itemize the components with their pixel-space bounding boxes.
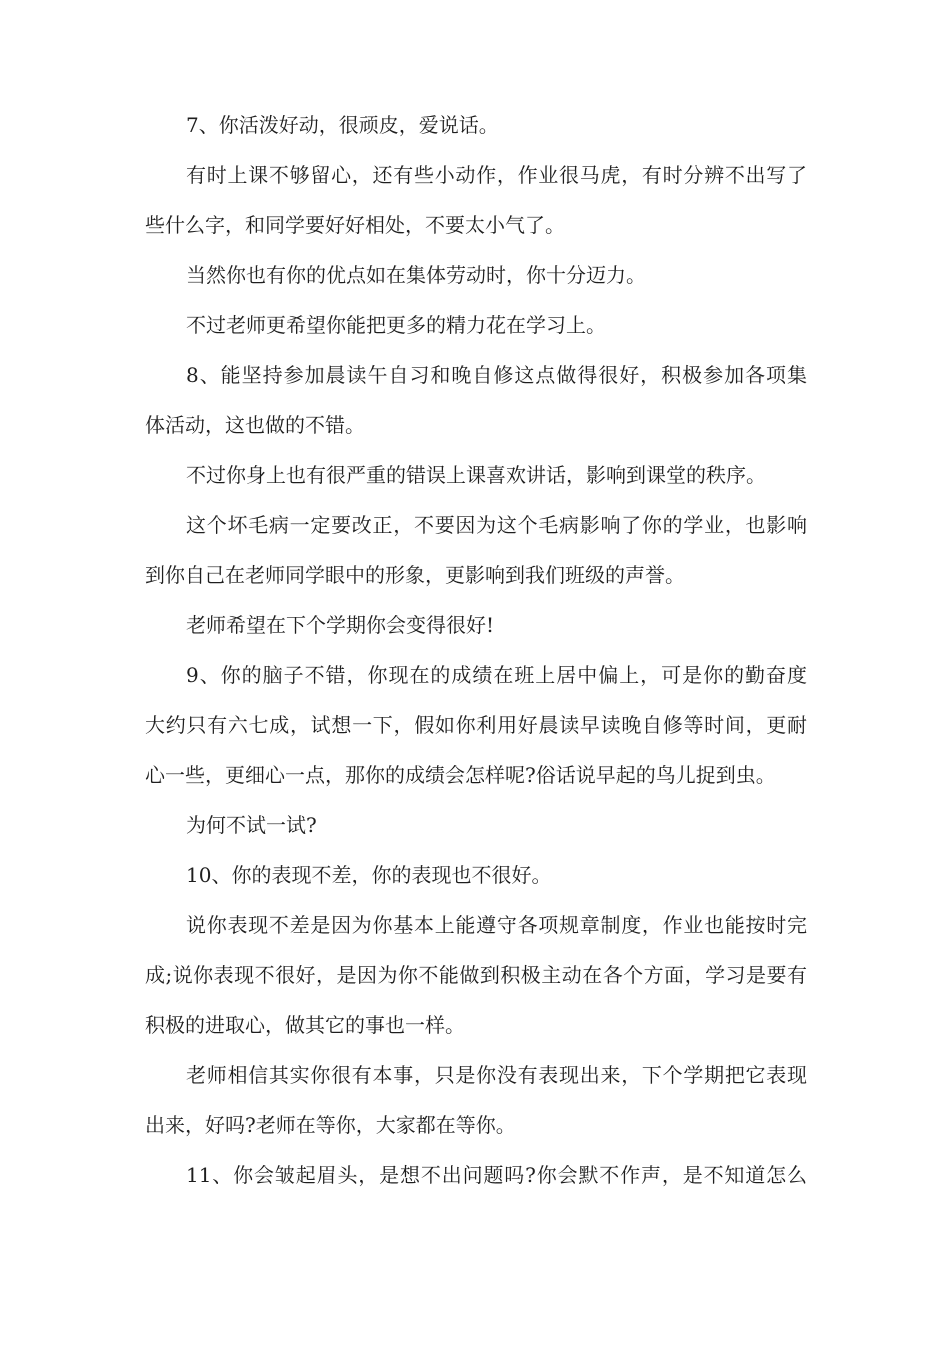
- text-line: 有时上课不够留心，还有些小动作，作业很马虎，有时分辨不出写了: [186, 163, 807, 187]
- text-line: 体活动，这也做的不错。: [145, 413, 365, 437]
- paragraph-9: [145, 650, 807, 800]
- text-line: 这个坏毛病一定要改正，不要因为这个毛病影响了你的学业，也影响: [186, 513, 807, 537]
- paragraph-11: [145, 850, 807, 900]
- paragraph-14: [145, 1150, 807, 1200]
- text-line: 不过老师更希望你能把更多的精力花在学习上。: [186, 313, 606, 337]
- paragraph-7: [145, 500, 807, 600]
- text-line: 积极的进取心，做其它的事也一样。: [145, 1013, 465, 1037]
- text-line: 些什么字，和同学要好好相处，不要太小气了。: [145, 213, 565, 237]
- paragraph-13: [145, 1050, 807, 1150]
- paragraph-12: [145, 900, 807, 1050]
- text-line: 为何不试一试?: [186, 813, 317, 837]
- text-line: 出来，好吗?老师在等你，大家都在等你。: [145, 1113, 516, 1137]
- text-line: 7、你活泼好动，很顽皮，爱说话。: [186, 113, 499, 137]
- paragraph-2: [145, 150, 807, 250]
- text-line: 8、能坚持参加晨读午自习和晚自修这点做得很好，积极参加各项集: [186, 363, 807, 387]
- text-line: 9、你的脑子不错，你现在的成绩在班上居中偏上，可是你的勤奋度: [186, 663, 807, 687]
- text-line: 大约只有六七成，试想一下，假如你利用好晨读早读晚自修等时间，更耐: [145, 713, 807, 737]
- paragraph-8: [145, 600, 807, 650]
- paragraph-10: [145, 800, 807, 850]
- text-line: 11、你会皱起眉头，是想不出问题吗?你会默不作声，是不知道怎么: [186, 1163, 807, 1187]
- text-line: 不过你身上也有很严重的错误上课喜欢讲话，影响到课堂的秩序。: [186, 463, 766, 487]
- paragraph-1: [145, 100, 807, 150]
- document-body: [145, 100, 807, 1200]
- paragraph-5: [145, 350, 807, 450]
- text-line: 到你自己在老师同学眼中的形象，更影响到我们班级的声誉。: [145, 563, 685, 587]
- paragraph-3: [145, 250, 807, 300]
- text-line: 老师希望在下个学期你会变得很好!: [186, 613, 495, 637]
- text-line: 说你表现不差是因为你基本上能遵守各项规章制度，作业也能按时完: [186, 913, 807, 937]
- text-line: 10、你的表现不差，你的表现也不很好。: [186, 863, 552, 887]
- paragraph-4: [145, 300, 807, 350]
- text-line: 心一些，更细心一点，那你的成绩会怎样呢?俗话说早起的鸟儿捉到虫。: [145, 763, 776, 787]
- text-line: 老师相信其实你很有本事，只是你没有表现出来，下个学期把它表现: [186, 1063, 807, 1087]
- text-line: 当然你也有你的优点如在集体劳动时，你十分迈力。: [186, 263, 646, 287]
- paragraph-6: [145, 450, 807, 500]
- text-line: 成;说你表现不很好，是因为你不能做到积极主动在各个方面，学习是要有: [145, 963, 807, 987]
